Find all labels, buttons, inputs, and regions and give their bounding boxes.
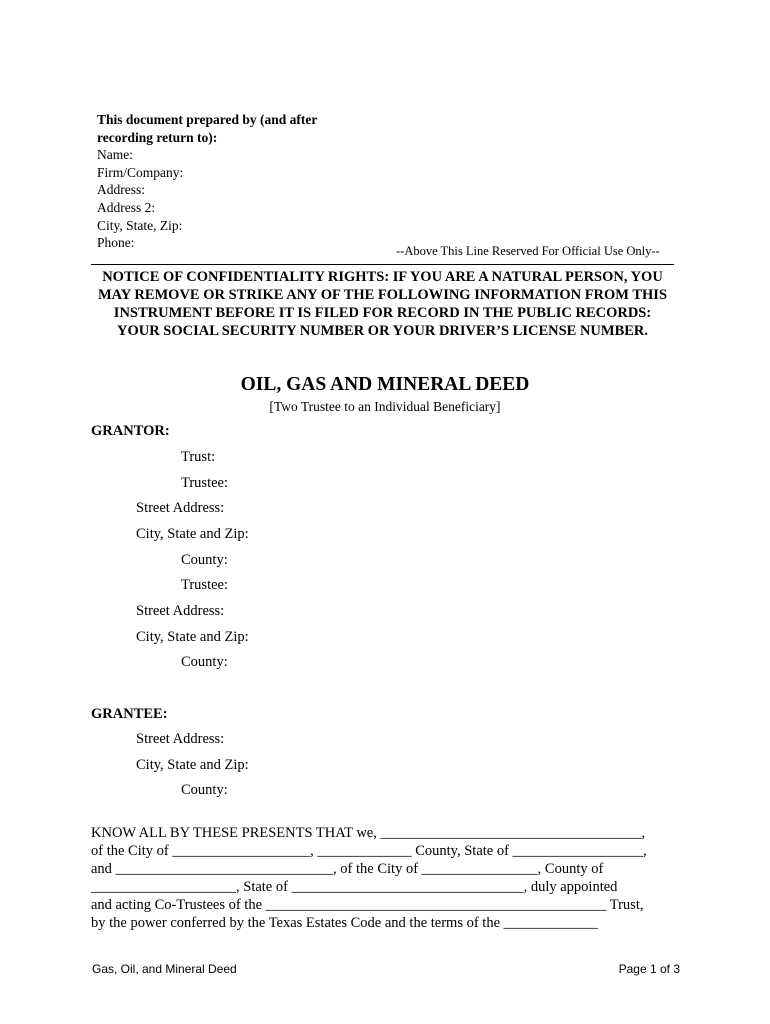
confidentiality-notice: NOTICE OF CONFIDENTIALITY RIGHTS: IF YOU ARE A NATURAL PERSON, YOU MAY REMOVE OR STRIKE ANY OF THE FOLLOWING INFORMATION FROM THIS INSTRUMENT BEFORE IT IS FILED FOR RECORD IN THE PUBLIC RECORDS: YOUR SOCIAL SECURITY NUMBER OR YOUR DRIVER’S LICENSE NUMBER.: [97, 269, 668, 339]
deed-body-line: of the City of ___________________, _____________ County, State of __________________,: [91, 842, 647, 859]
grantor-city-state-zip-1-label: City, State and Zip:: [136, 526, 249, 542]
grantor-street-address-2-label: Street Address:: [136, 603, 225, 619]
grantor-city-state-zip-2-label: City, State and Zip:: [136, 629, 249, 645]
document-subtitle: [Two Trustee to an Individual Beneficiary]: [269, 399, 501, 414]
footer-document-name: Gas, Oil, and Mineral Deed: [92, 962, 237, 976]
grantor-trustee-2-label: Trustee:: [181, 577, 228, 593]
grantor-trust-label: Trust:: [181, 449, 216, 465]
official-use-divider: [91, 264, 674, 265]
grantor-trustee-1-label: Trustee:: [181, 475, 228, 491]
reserved-line-text: --Above This Line Reserved For Official Use Only--: [396, 244, 660, 258]
preparer-field-city-state-zip: City, State, Zip:: [97, 217, 183, 233]
preparer-field-firm: Firm/Company:: [97, 164, 184, 180]
deed-body-line: ____________________, State of ________________________________, duly appointed: [91, 878, 618, 895]
grantor-county-2-label: County:: [181, 654, 228, 670]
deed-body-line: KNOW ALL BY THESE PRESENTS THAT we, ____________________________________,: [91, 825, 646, 841]
grantee-city-state-zip-label: City, State and Zip:: [136, 757, 249, 773]
preparer-field-address: Address:: [97, 182, 145, 198]
preparer-field-phone: Phone:: [97, 235, 135, 251]
grantor-street-address-1-label: Street Address:: [136, 500, 225, 516]
grantee-heading: GRANTEE:: [91, 706, 168, 722]
preparer-field-address-2: Address 2:: [97, 199, 156, 215]
deed-body-paragraph: [91, 825, 647, 932]
grantee-county-label: County:: [181, 782, 228, 798]
deed-body-line: by the power conferred by the Texas Estates Code and the terms of the _____________: [91, 914, 598, 931]
deed-body-line: and ______________________________, of the City of ________________, County of: [91, 860, 604, 877]
grantor-heading: GRANTOR:: [91, 423, 170, 439]
preparer-heading-1: This document prepared by (and after: [97, 112, 318, 127]
document-title: OIL, GAS AND MINERAL DEED: [240, 374, 530, 395]
deed-body-line: and acting Co-Trustees of the _______________________________________________ Trust,: [91, 896, 644, 913]
preparer-field-name: Name:: [97, 147, 133, 163]
grantor-county-1-label: County:: [181, 552, 228, 568]
preparer-block: [97, 111, 317, 252]
grantee-street-address-label: Street Address:: [136, 731, 225, 747]
preparer-heading-2: recording return to):: [97, 129, 218, 145]
footer-page-number: Page 1 of 3: [618, 962, 680, 976]
